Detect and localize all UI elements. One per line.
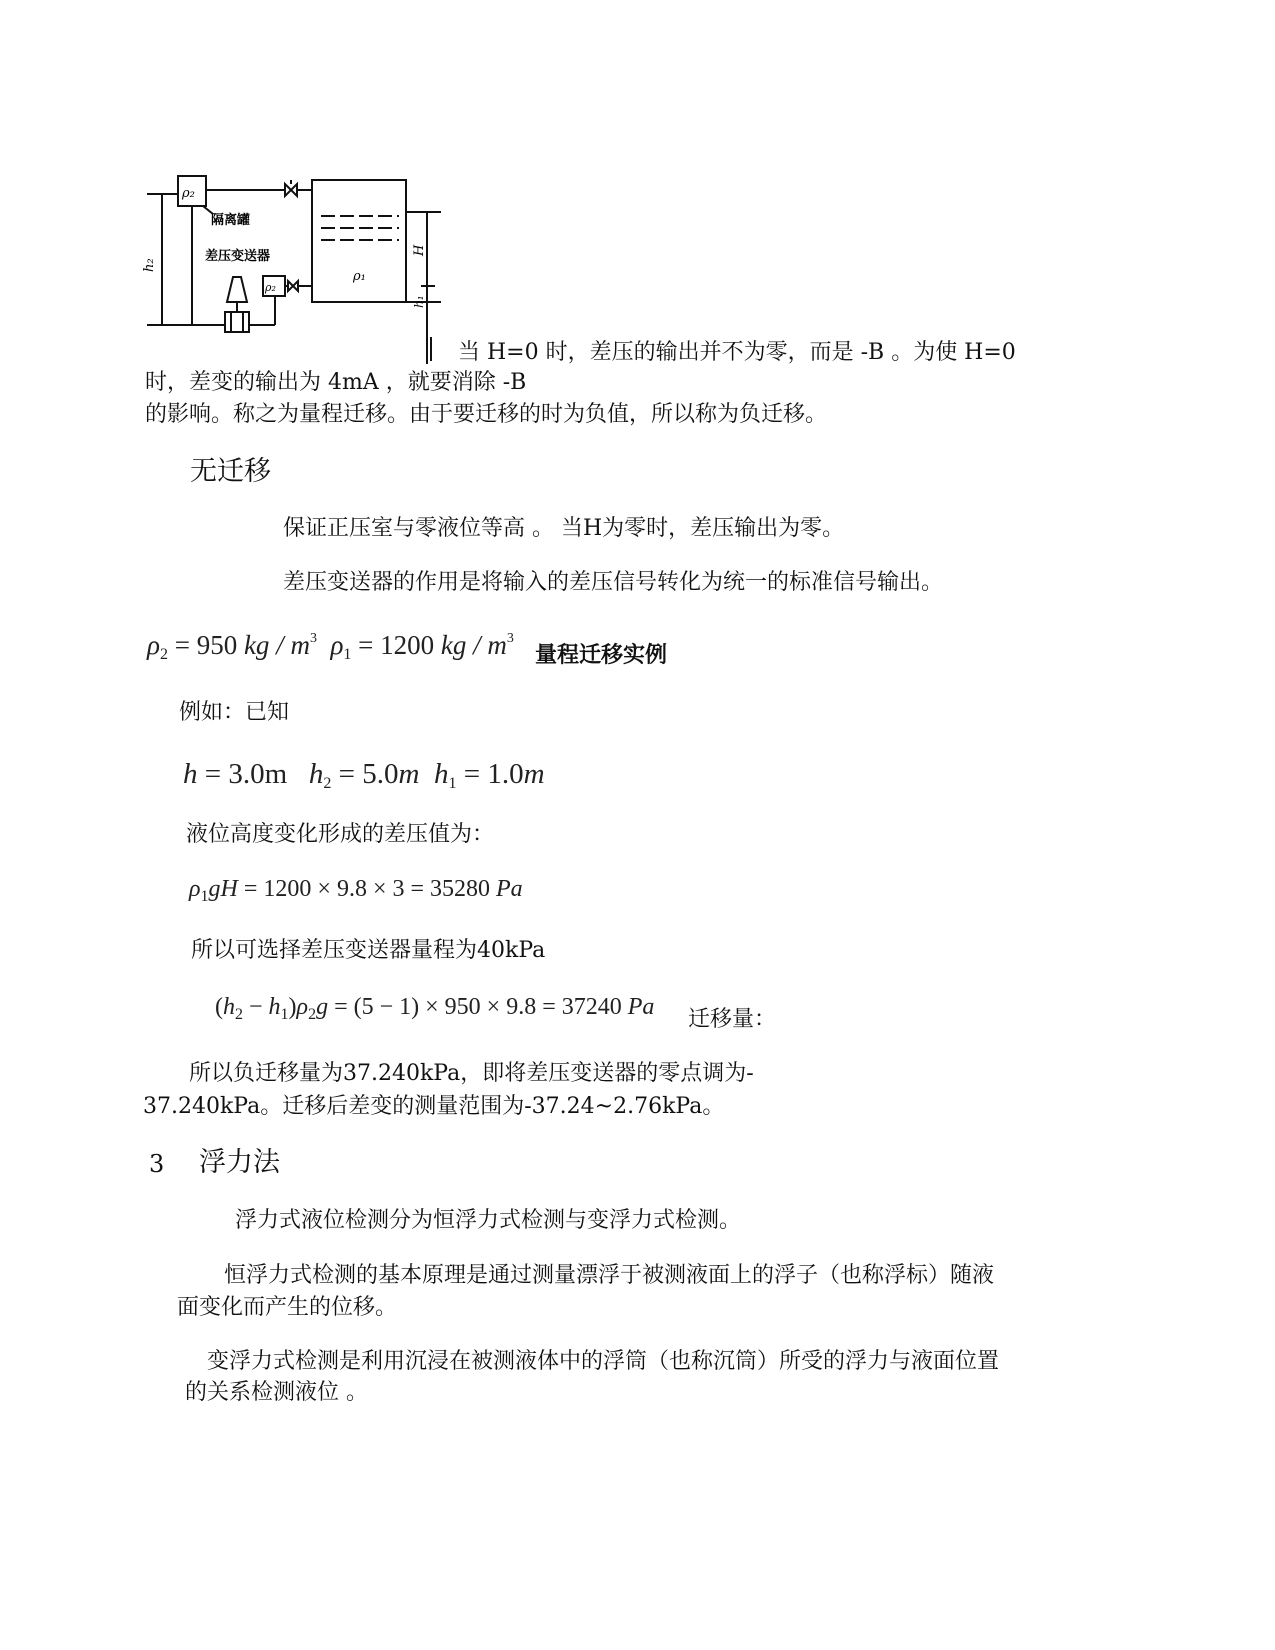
dp-transmitter-icon: [227, 277, 247, 302]
dp-intro: 液位高度变化形成的差压值为：: [186, 822, 495, 847]
diagram-side-bar: [430, 337, 432, 361]
range-select: 所以可选择差压变送器量程为40kPa: [191, 938, 546, 963]
line-transmitter-role: 差压变送器的作用是将输入的差压信号转化为统一的标准信号输出。: [283, 570, 944, 595]
para1-line2: 时，差变的输出为 4mA ，就要消除 -B: [145, 370, 527, 395]
valve-top-icon: [285, 184, 297, 196]
line-zero-level: 保证正压室与零液位等高 。 当H为零时，差压输出为零。: [283, 516, 845, 541]
label-h2: h₂: [142, 258, 157, 272]
section3-title: 浮力法: [199, 1147, 280, 1178]
level-measurement-diagram: [142, 172, 445, 367]
label-dp-transmitter: 差压变送器: [205, 249, 271, 264]
heading-example: 量程迁移实例: [535, 643, 668, 668]
section3-number: 3: [149, 1150, 165, 1178]
variable-buoyancy-line2: 的关系检测液位 。: [185, 1380, 368, 1405]
buoyancy-intro: 浮力式液位检测分为恒浮力式检测与变浮力式检测。: [235, 1208, 742, 1233]
label-rho2-small: ρ₂: [265, 281, 276, 294]
heading-no-migration: 无迁移: [190, 456, 271, 487]
formula-migration: $(h_2 - h_1)\rho_2g = (5 - 1) \times 950 \times 9.8 = 37240$ Pa: [215, 994, 655, 1023]
label-rho1: ρ₁: [353, 269, 366, 284]
densities-formula: $\rho_2 = 950$ kg / $m^3$ $\rho_1 = 1200$ kg / $m^3$: [147, 630, 514, 663]
para1-line3: 的影响。称之为量程迁移。由于要迁移的时为负值，所以称为负迁移。: [145, 402, 828, 427]
label-H: H: [412, 244, 427, 256]
valve-bottom-icon: [288, 281, 298, 291]
label-h1: h₁: [412, 295, 426, 308]
conclusion-line2: 37.240kPa。迁移后差变的测量范围为-37.24~2.76kPa。: [143, 1094, 725, 1119]
example-intro: 例如：已知: [179, 700, 290, 725]
constant-buoyancy-line1: 恒浮力式检测的基本原理是通过测量漂浮于被测液面上的浮子（也称浮标）随液: [224, 1263, 995, 1288]
para1-line1: 当 H=0 时，差压的输出并不为零，而是 -B 。为使 H=0: [458, 340, 1016, 365]
constant-buoyancy-line2: 面变化而产生的位移。: [177, 1295, 398, 1320]
label-rho2-top: ρ₂: [182, 186, 195, 201]
label-isolation-tank: 隔离罐: [211, 213, 251, 228]
formula-dp-value: $\rho_1gH = 1200 \times 9.8 \times 3 = 35280$ Pa: [189, 876, 523, 905]
migration-label: 迁移量：: [688, 1007, 777, 1032]
conclusion-line1: 所以负迁移量为37.240kPa，即将差压变送器的零点调为-: [189, 1061, 754, 1086]
variable-buoyancy-line1: 变浮力式检测是利用沉浸在被测液体中的浮筒（也称沉筒）所受的浮力与液面位置: [207, 1349, 1000, 1374]
heights-formula: h = 3.0m $h_2 = 5.0m$ $h_1 = 1.0m$: [183, 758, 545, 792]
